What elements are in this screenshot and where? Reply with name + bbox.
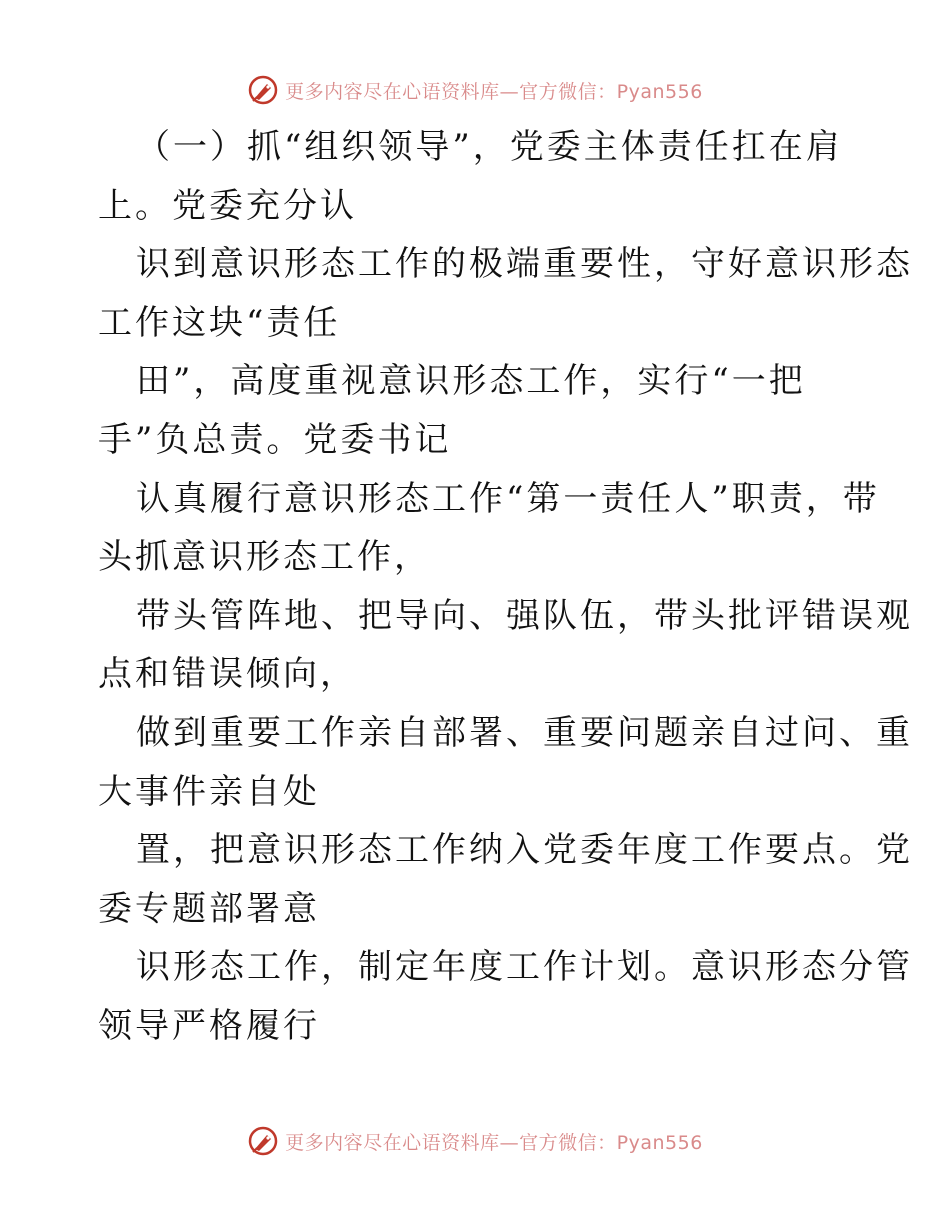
- text-line: 做到重要工作亲自部署、重要问题亲自过问、重: [136, 712, 913, 753]
- text-line: 上。党委充分认: [98, 185, 357, 226]
- text-line: （一）抓“组织领导”，党委主体责任扛在肩: [136, 127, 843, 167]
- pen-nib-logo-icon: [247, 74, 279, 106]
- pen-nib-logo-icon: [247, 1125, 279, 1157]
- text-line: 大事件亲自处: [98, 771, 320, 812]
- text-line: 头抓意识形态工作，: [98, 537, 431, 578]
- text-line: 田”，高度重视意识形态工作，实行“一把: [136, 361, 806, 402]
- text-line: 识形态工作，制定年度工作计划。意识形态分管: [136, 947, 913, 988]
- text-line: 工作这块“责任: [98, 302, 341, 343]
- text-line: 点和错误倾向，: [98, 654, 357, 695]
- document-body: [98, 118, 913, 1056]
- watermark-text: 更多内容尽在心语资料库—官方微信：Pyan556: [285, 80, 703, 103]
- header-watermark: [0, 72, 950, 108]
- text-line: 识到意识形态工作的极端重要性，守好意识形态: [136, 244, 913, 285]
- text-line: 领导严格履行: [98, 1005, 320, 1046]
- watermark-text: 更多内容尽在心语资料库—官方微信：Pyan556: [285, 1131, 703, 1154]
- text-line: 委专题部署意: [98, 888, 320, 929]
- text-line: 置，把意识形态工作纳入党委年度工作要点。党: [136, 830, 913, 871]
- text-line: 带头管阵地、把导向、强队伍，带头批评错误观: [136, 595, 913, 636]
- text-line: 认真履行意识形态工作“第一责任人”职责，带: [136, 478, 880, 519]
- text-line: 手”负总责。党委书记: [98, 419, 452, 460]
- footer-watermark: [0, 1123, 950, 1159]
